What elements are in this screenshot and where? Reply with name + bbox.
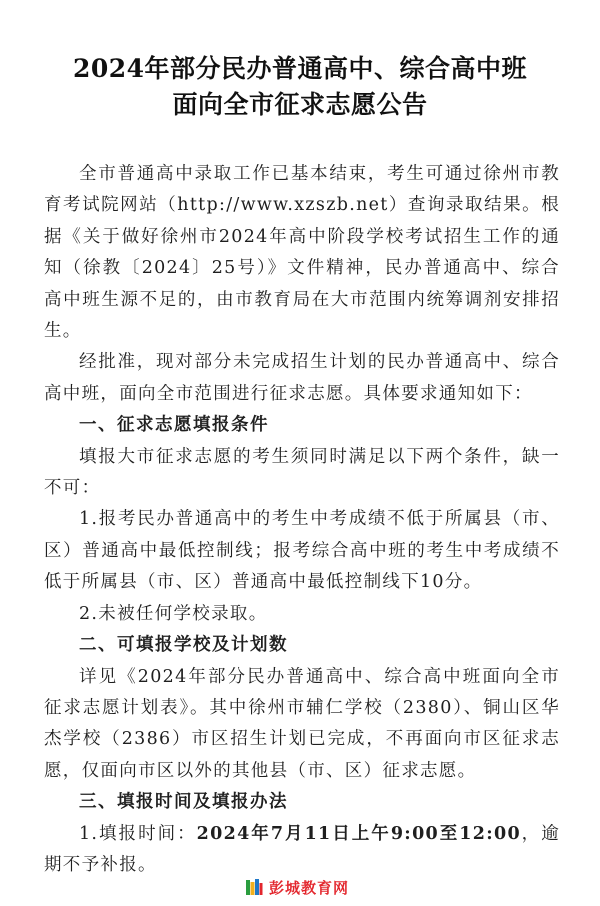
paragraph-schools: 详见《2024年部分民办普通高中、综合高中班面向全市征求志愿计划表》。其中徐州市辅仁学校（2380）、铜山区华杰学校（2386）市区招生计划已完成，不再面向市区征求志愿，仅面向市区以外的其他县（市、区）征求志愿。 [44, 666, 560, 781]
paragraph-intro: 全市普通高中录取工作已基本结束，考生可通过徐州市教育考试院网站（http://www.xzszb.net）查询录取结果。根据《关于做好徐州市2024年高中阶段学校考试招生工作的通知（徐教〔2024〕25号）》文件精神，民办普通高中、综合高中班生源不足的，由市教育局在大市范围内统筹调剂安排招生。 [44, 164, 560, 342]
document-title-line1: 2024年部分民办普通高中、综合高中班 [72, 54, 528, 83]
document-title-line2: 面向全市征求志愿公告 [172, 90, 428, 119]
section-heading-time: 三、填报时间及填报办法 [79, 792, 288, 813]
watermark-text: 彭城教育网 [269, 878, 350, 897]
paragraph-time [44, 819, 560, 882]
paragraph-condition-1: 1.报考民办普通高中的考生中考成绩不低于所属县（市、区）普通高中最低控制线；报考综合高中班的考生中考成绩不低于所属县（市、区）普通高中最低控制线下10分。 [44, 509, 560, 593]
section-heading-schools: 二、可填报学校及计划数 [79, 635, 288, 656]
document-body [44, 159, 560, 881]
paragraph-approval: 经批准，现对部分未完成招生计划的民办普通高中、综合高中班，面向全市范围进行征求志愿。具体要求通知如下： [44, 352, 560, 404]
book-stack-icon [244, 877, 264, 897]
time-range: 2024年7月11日上午9:00至12:00 [196, 823, 521, 844]
watermark-logo [244, 876, 349, 898]
time-label: 1.填报时间： [79, 823, 197, 844]
paragraph-conditions-intro: 填报大市征求志愿的考生须同时满足以下两个条件，缺一不可： [44, 446, 560, 499]
section-heading-conditions: 一、征求志愿填报条件 [79, 415, 269, 436]
time-note: ，逾期不予补报。 [44, 823, 560, 875]
paragraph-condition-2: 2.未被任何学校录取。 [79, 603, 268, 624]
